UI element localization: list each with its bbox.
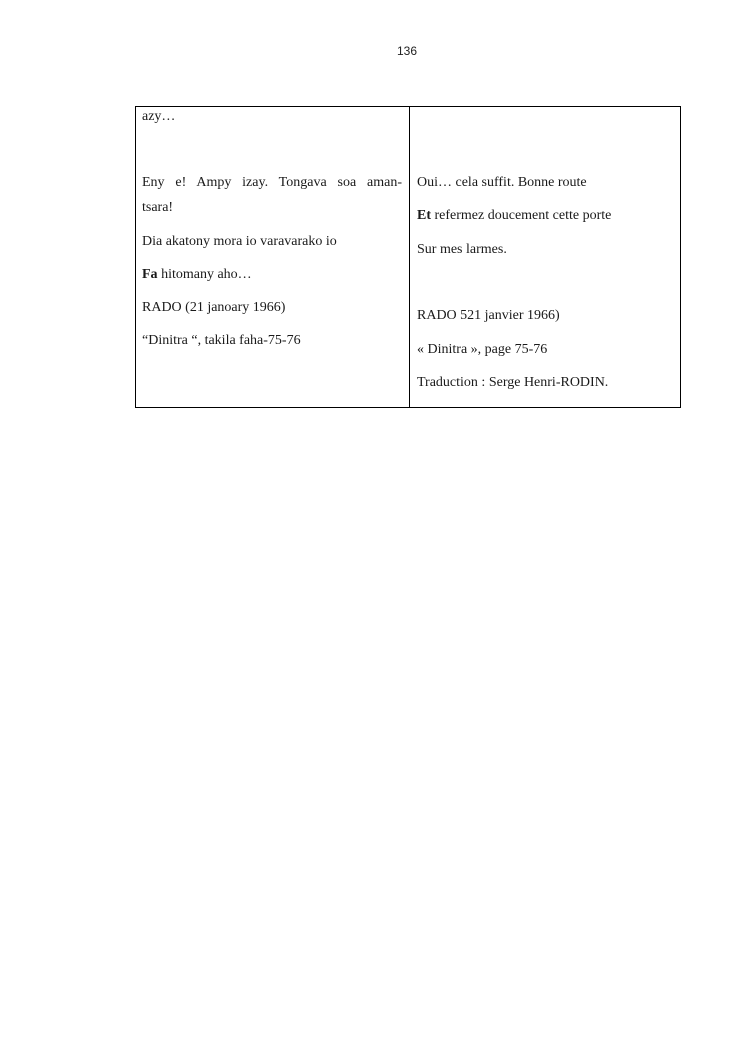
left-line-6: RADO (21 janoary 1966) [142, 300, 286, 315]
left-line-7: “Dinitra “, takila faha-75-76 [142, 333, 301, 348]
malagasy-column [136, 107, 410, 407]
right-line-2-bold: Et [417, 208, 431, 223]
right-line-2-rest: refermez doucement cette porte [431, 208, 612, 223]
left-line-5-rest: hitomany aho… [157, 267, 252, 282]
left-line-5-bold: Fa [142, 267, 158, 282]
left-line-3: tsara! [142, 200, 174, 215]
poem-table [135, 106, 681, 408]
right-line-5: « Dinitra », page 75-76 [417, 342, 548, 357]
page-number: 136 [396, 44, 418, 58]
french-column [410, 107, 680, 407]
left-line-2: Eny e! Ampy izay. Tongava soa aman- [142, 175, 402, 190]
right-line-3: Sur mes larmes. [417, 242, 507, 257]
right-line-6: Traduction : Serge Henri-RODIN. [417, 375, 609, 390]
right-line-4: RADO 521 janvier 1966) [417, 308, 560, 323]
right-line-1: Oui… cela suffit. Bonne route [417, 175, 587, 190]
right-line-2 [417, 208, 611, 224]
left-line-1: azy… [142, 109, 176, 124]
left-line-4: Dia akatony mora io varavarako io [142, 234, 337, 249]
left-line-5 [142, 267, 252, 283]
